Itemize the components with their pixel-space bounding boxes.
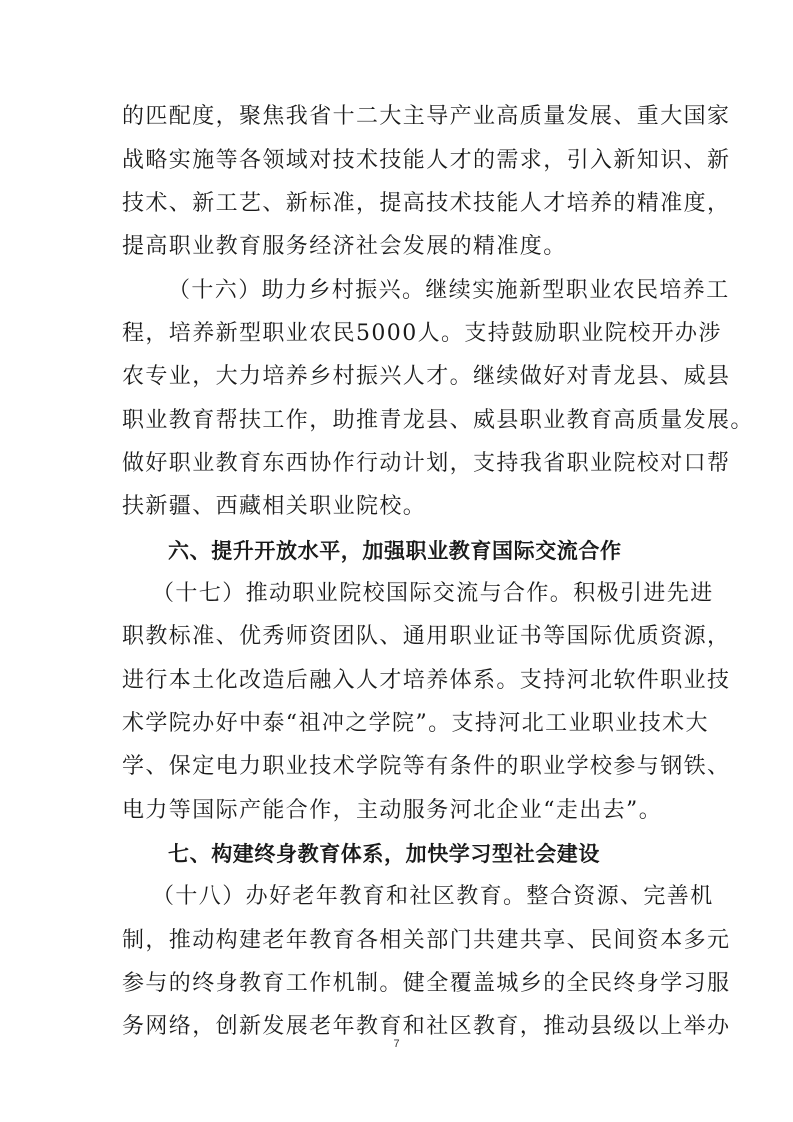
body-line: 进行本土化改造后融入人才培养体系。支持河北软件职业技 [122, 668, 731, 693]
section-heading-6: 六、提升开放水平，加强职业教育国际交流合作 [168, 539, 622, 563]
body-line: 战略实施等各领域对技术技能人才的需求，引入新知识、新 [122, 148, 731, 173]
body-line: 术学院办好中泰“祖冲之学院”。支持河北工业职业技术大 [122, 711, 709, 736]
section-16-first-line: （十六）助力乡村振兴。继续实施新型职业农民培养工 [168, 278, 730, 303]
body-line: 参与的终身教育工作机制。健全覆盖城乡的全民终身学习服 [122, 971, 731, 996]
body-line: 技术、新工艺、新标准，提高技术技能人才培养的精准度， [122, 191, 731, 216]
body-line: 提高职业教育服务经济社会发展的精准度。 [122, 234, 567, 259]
body-line: 学、保定电力职业技术学院等有条件的职业学校参与钢铁、 [122, 754, 731, 779]
body-line: 扶新疆、西藏相关职业院校。 [122, 494, 427, 519]
body-line: 职业教育帮扶工作，助推青龙县、威县职业教育高质量发展。 [122, 408, 754, 433]
body-line: 务网络，创新发展老年教育和社区教育，推动县级以上举办 [122, 1014, 731, 1039]
body-line: 做好职业教育东西协作行动计划，支持我省职业院校对口帮 [122, 451, 731, 476]
section-18-first-line: （十八）办好老年教育和社区教育。整合资源、完善机 [152, 884, 714, 909]
body-line: 农专业，大力培养乡村振兴人才。继续做好对青龙县、威县 [122, 364, 731, 389]
section-17-first-line: （十七）推动职业院校国际交流与合作。积极引进先进 [152, 581, 714, 606]
section-heading-7: 七、构建终身教育体系，加快学习型社会建设 [168, 842, 600, 866]
body-line: 职教标准、优秀师资团队、通用职业证书等国际优质资源， [122, 624, 731, 649]
page-number: 7 [393, 1038, 400, 1050]
body-line: 制，推动构建老年教育各相关部门共建共享、民间资本多元 [122, 928, 731, 953]
body-line: 程，培养新型职业农民5000人。支持鼓励职业院校开办涉 [122, 321, 722, 346]
body-line: 的匹配度，聚焦我省十二大主导产业高质量发展、重大国家 [122, 104, 731, 129]
body-line: 电力等国际产能合作，主动服务河北企业“走出去”。 [122, 798, 663, 823]
